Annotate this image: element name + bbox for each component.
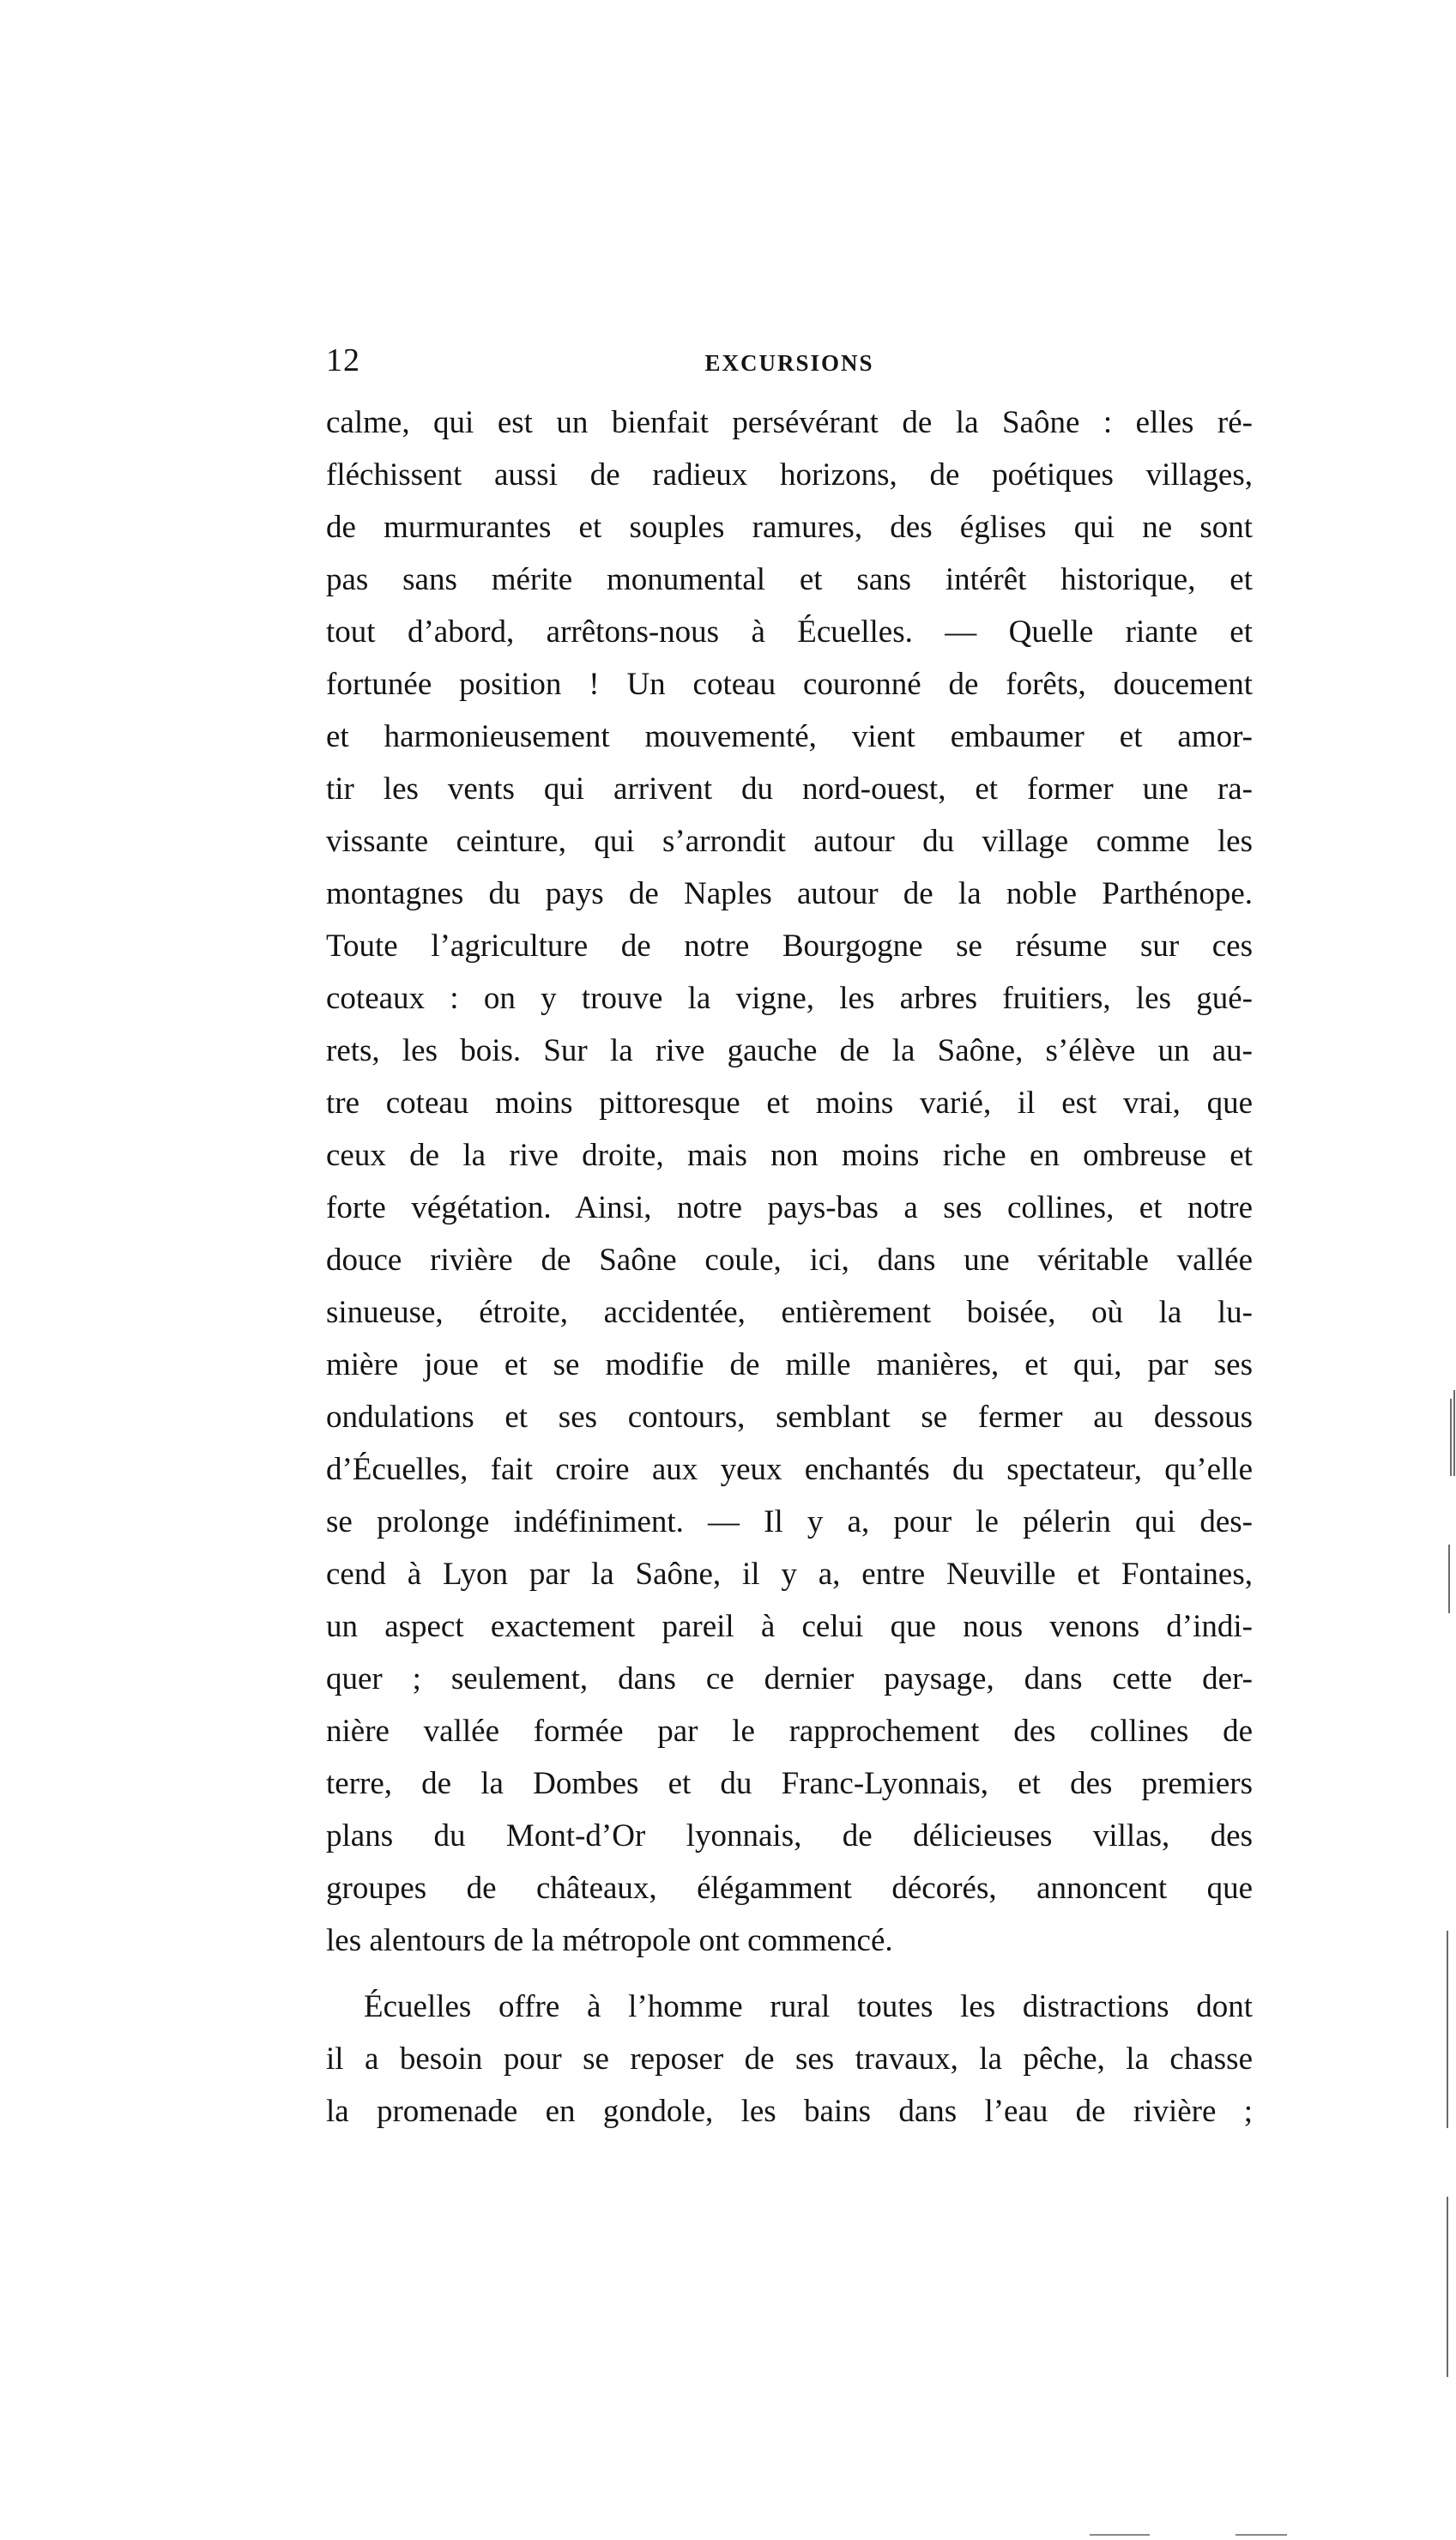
text-line: ondulations et ses contours, semblant se fermer au dessous xyxy=(326,1400,1253,1435)
text-line: groupes de châteaux, élégamment décorés, annoncent que xyxy=(326,1871,1253,1906)
text-line: les alentours de la métropole ont commencé. xyxy=(326,1923,893,1958)
scan-margin-line xyxy=(1447,2197,1448,2377)
text-line: quer ; seulement, dans ce dernier paysage, dans cette der- xyxy=(326,1661,1253,1696)
scan-margin-line xyxy=(1453,1390,1455,1476)
page-header xyxy=(326,342,1253,390)
text-line: douce rivière de Saône coule, ici, dans une véritable vallée xyxy=(326,1243,1253,1278)
text-line: Toute l’agriculture de notre Bourgogne se résume sur ces xyxy=(326,928,1253,964)
scan-footer-line xyxy=(1090,2534,1150,2536)
text-line: forte végétation. Ainsi, notre pays-bas a ses collines, et notre xyxy=(326,1190,1253,1225)
scan-footer-line xyxy=(1235,2534,1287,2536)
text-line: coteaux : on y trouve la vigne, les arbres fruitiers, les gué- xyxy=(326,981,1253,1016)
body-text xyxy=(326,396,1253,2138)
text-line: plans du Mont-d’Or lyonnais, de délicieuses villas, des xyxy=(326,1818,1253,1854)
text-line: mière joue et se modifie de mille manières, et qui, par ses xyxy=(326,1347,1253,1382)
text-line: Écuelles offre à l’homme rural toutes les distractions dont xyxy=(364,1989,1253,2024)
scan-margin-line xyxy=(1450,1399,1452,1476)
running-head: EXCURSIONS xyxy=(704,350,874,376)
paragraph xyxy=(326,396,1253,1967)
text-line: la promenade en gondole, les bains dans l’eau de rivière ; xyxy=(326,2094,1253,2129)
text-line: et harmonieusement mouvementé, vient embaumer et amor- xyxy=(326,719,1253,754)
text-line: tir les vents qui arrivent du nord-ouest, et former une ra- xyxy=(326,771,1253,807)
page-number: 12 xyxy=(326,342,360,378)
text-line: il a besoin pour se reposer de ses travaux, la pêche, la chasse xyxy=(326,2041,1253,2077)
text-line: nière vallée formée par le rapprochement des collines de xyxy=(326,1714,1253,1749)
text-line: d’Écuelles, fait croire aux yeux enchantés du spectateur, qu’elle xyxy=(326,1452,1253,1487)
scan-margin-line xyxy=(1447,1931,1448,2128)
paragraph-spacer xyxy=(326,1967,1253,1981)
text-line: un aspect exactement pareil à celui que nous venons d’indi- xyxy=(326,1609,1253,1644)
text-line: montagnes du pays de Naples autour de la noble Parthénope. xyxy=(326,876,1253,911)
text-line: cend à Lyon par la Saône, il y a, entre Neuville et Fontaines, xyxy=(326,1557,1253,1592)
text-line: tout d’abord, arrêtons-nous à Écuelles. — Quelle riante et xyxy=(326,614,1253,650)
text-line: rets, les bois. Sur la rive gauche de la Saône, s’élève un au- xyxy=(326,1033,1253,1068)
text-line: se prolonge indéfiniment. — Il y a, pour le pélerin qui des- xyxy=(326,1504,1253,1539)
text-line: pas sans mérite monumental et sans intérêt historique, et xyxy=(326,562,1253,597)
scan-margin-line xyxy=(1448,1545,1450,1613)
text-line: vissante ceinture, qui s’arrondit autour du village comme les xyxy=(326,824,1253,859)
text-line: calme, qui est un bienfait persévérant de la Saône : elles ré- xyxy=(326,405,1253,440)
text-line: tre coteau moins pittoresque et moins varié, il est vrai, que xyxy=(326,1086,1253,1121)
text-line: terre, de la Dombes et du Franc-Lyonnais, et des premiers xyxy=(326,1766,1253,1801)
text-line: ceux de la rive droite, mais non moins riche en ombreuse et xyxy=(326,1138,1253,1173)
text-line: fléchissent aussi de radieux horizons, de poétiques villages, xyxy=(326,457,1253,493)
text-line: de murmurantes et souples ramures, des églises qui ne sont xyxy=(326,510,1253,545)
text-line: sinueuse, étroite, accidentée, entièrement boisée, où la lu- xyxy=(326,1295,1253,1330)
paragraph xyxy=(326,1981,1253,2138)
text-line: fortunée position ! Un coteau couronné de forêts, doucement xyxy=(326,667,1253,702)
